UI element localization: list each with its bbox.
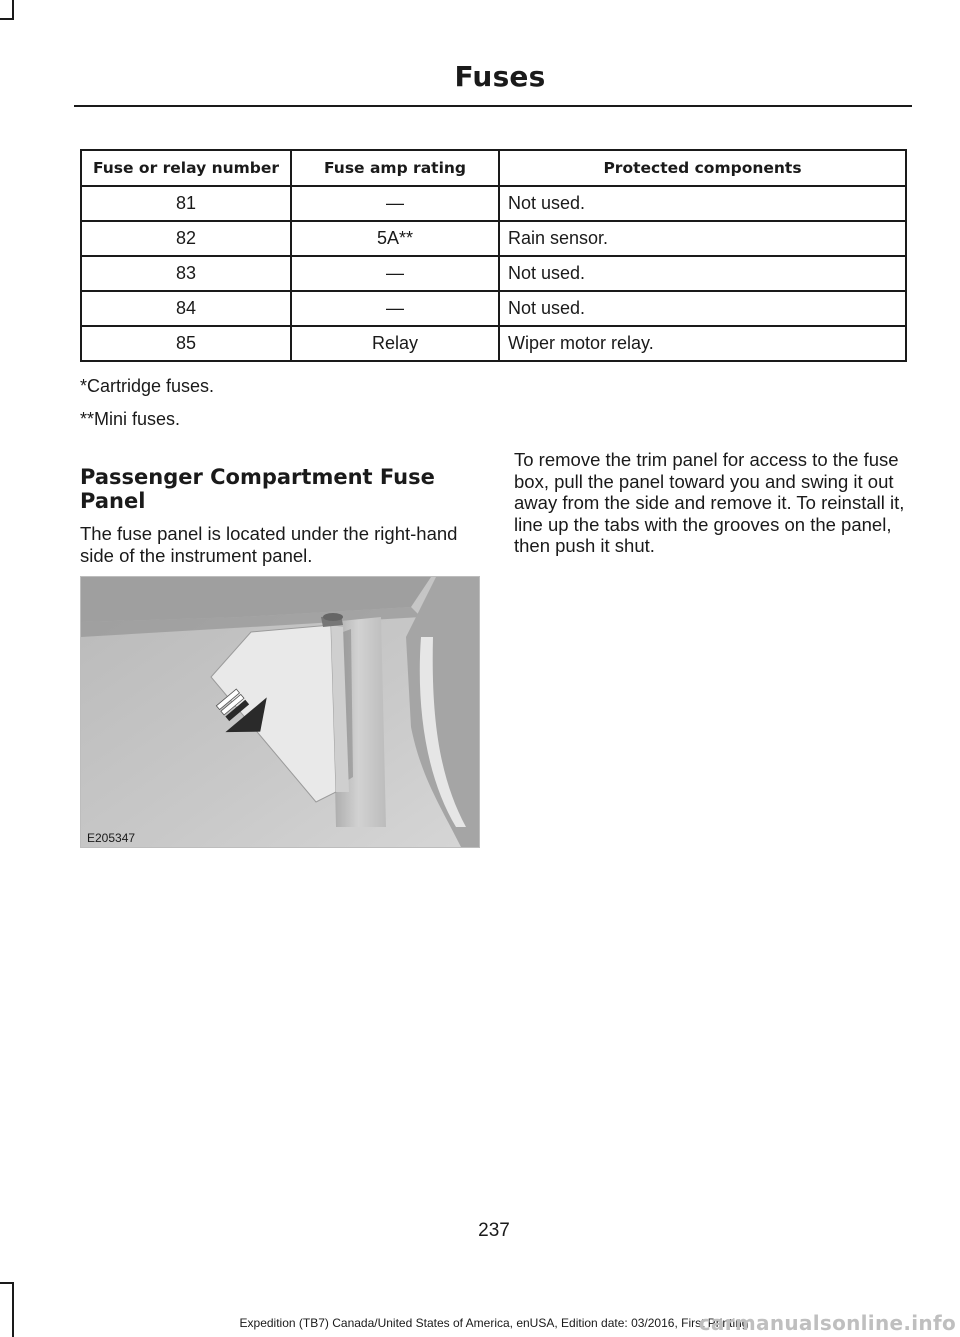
protected-component-cell: Not used. bbox=[499, 291, 906, 326]
amp-rating-cell: — bbox=[291, 256, 499, 291]
mini-fuse-note: **Mini fuses. bbox=[80, 409, 181, 429]
crop-mark-bottom-left-h bbox=[0, 1282, 14, 1284]
crop-mark-top-left-h bbox=[0, 18, 14, 20]
protected-component-cell: Wiper motor relay. bbox=[499, 326, 906, 361]
footer-text: Expedition (TB7) Canada/United States of America, enUSA, Edition date: 03/2016, First Printing bbox=[239, 1316, 749, 1330]
table-row bbox=[81, 221, 906, 256]
section-heading: Passenger Compartment Fuse Panel bbox=[80, 465, 435, 513]
fuse-number-cell: 85 bbox=[81, 326, 291, 361]
fuse-number-cell: 82 bbox=[81, 221, 291, 256]
protected-component-cell: Not used. bbox=[499, 186, 906, 221]
table-row bbox=[81, 186, 906, 221]
fuse-table bbox=[80, 149, 907, 362]
protected-component-cell: Rain sensor. bbox=[499, 221, 906, 256]
table-row bbox=[81, 256, 906, 291]
fuse-number-cell: 83 bbox=[81, 256, 291, 291]
page-number: 237 bbox=[478, 1220, 510, 1241]
amp-rating-cell: — bbox=[291, 291, 499, 326]
column-header: Fuse amp rating bbox=[291, 150, 499, 186]
page-title: Fuses bbox=[454, 60, 546, 93]
watermark: carmanualsonline.info bbox=[698, 1311, 956, 1335]
figure-code: E205347 bbox=[87, 831, 136, 845]
table-header-row bbox=[81, 150, 906, 186]
table-row bbox=[81, 326, 906, 361]
column-header: Fuse or relay number bbox=[81, 150, 291, 186]
crop-mark-top-left-v bbox=[12, 0, 14, 20]
fuse-number-cell: 81 bbox=[81, 186, 291, 221]
removal-instructions-paragraph: To remove the trim panel for access to the fuse box, pull the panel toward you and swing it out away from the side and remove it. To reinstall it, line up the tabs with the grooves on the panel, then push it shut. bbox=[514, 449, 905, 556]
fuse-number-cell: 84 bbox=[81, 291, 291, 326]
header-rule bbox=[74, 105, 912, 107]
cartridge-fuse-note: *Cartridge fuses. bbox=[80, 376, 215, 396]
location-paragraph: The fuse panel is located under the right-hand side of the instrument panel. bbox=[80, 523, 458, 566]
amp-rating-cell: — bbox=[291, 186, 499, 221]
protected-component-cell: Not used. bbox=[499, 256, 906, 291]
column-header: Protected components bbox=[499, 150, 906, 186]
amp-rating-cell: Relay bbox=[291, 326, 499, 361]
table-row bbox=[81, 291, 906, 326]
fuse-panel-figure bbox=[80, 576, 480, 848]
amp-rating-cell: 5A** bbox=[291, 221, 499, 256]
trim-panel-illustration bbox=[81, 577, 479, 847]
